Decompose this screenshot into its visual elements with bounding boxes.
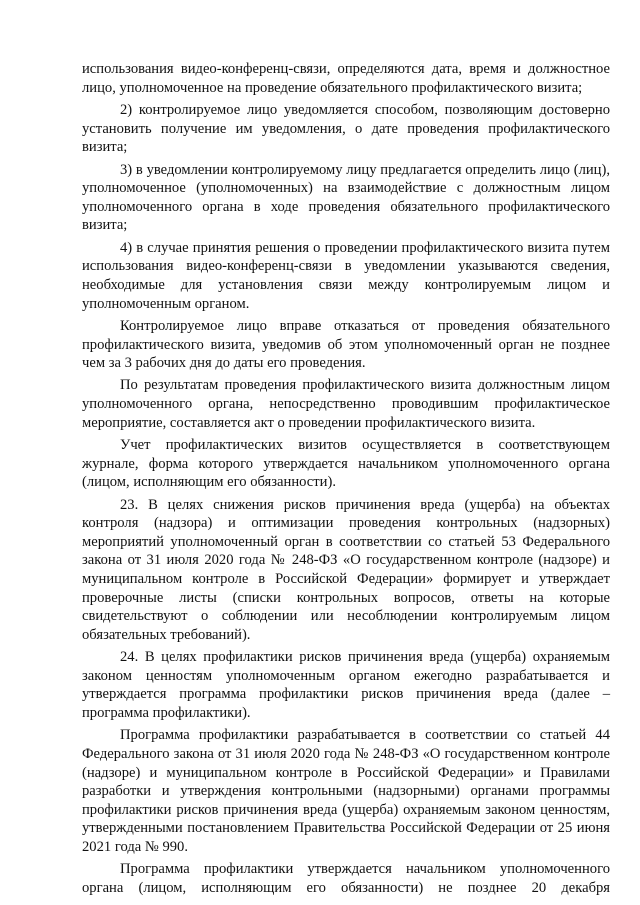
- paragraph-item-2-notification: 2) контролируемое лицо уведомляется способом, позволяющим достоверно установить получение им уведомления, о дате проведения профилактического визита;: [82, 101, 610, 156]
- document-page: [82, 60, 610, 901]
- paragraph-program-approval: Программа профилактики утверждается начальником уполномоченного органа (лицом, исполняющим его обязанности) не позднее 20 декабря: [82, 861, 610, 896]
- paragraph-refusal-right: Контролируемое лицо вправе отказаться от проведения обязательного профилактического визита, уведомив об этом уполномоченный орган не позднее чем за 3 рабочих дня до даты его проведения.: [82, 317, 610, 372]
- paragraph-item-4-video-link: 4) в случае принятия решения о проведении профилактического визита путем использования видео-конференц-связи в уведомлении указываются сведения, необходимые для установления связи между контролируемым лицом и уполномоченным органом.: [82, 239, 610, 312]
- paragraph-item-24-prevention-program: 24. В целях профилактики рисков причинения вреда (ущерба) охраняемым законом ценностям уполномоченным органом ежегодно разрабатывается и утверждается программа профилактики рисков причинения вреда (далее – программа профилактики).: [82, 649, 610, 721]
- paragraph-visit-journal: Учет профилактических визитов осуществляется в соответствующем журнале, форма которого утверждается начальником уполномоченного органа (лицом, исполняющим его обязанности).: [82, 437, 610, 491]
- paragraph-item-3-representative: 3) в уведомлении контролируемому лицу предлагается определить лицо (лиц), уполномоченное (уполномоченных) на взаимодействие с должностным лицом уполномоченного органа в ходе проведения обязательного профилактического визита;: [82, 161, 610, 234]
- paragraph-videoconference-continuation: использования видео-конференц-связи, определяются дата, время и должностное лицо, уполномоченное на проведение обязательного профилактического визита;: [82, 61, 610, 96]
- paragraph-program-development: Программа профилактики разрабатывается в соответствии со статьей 44 Федерального закона от 31 июля 2020 года № 248-ФЗ «О государственном контроле (надзоре) и муниципальном контроле в Российской Федерации» и Правилами разработки и утверждения контрольными (надзорными) органами программы профилактики рисков причинения вреда (ущерба) охраняемым законом ценностям, утвержденными постановлением Правительства Российской Федерации от 25 июня 2021 года № 990.: [82, 727, 610, 855]
- paragraph-item-23-checklists: 23. В целях снижения рисков причинения вреда (ущерба) на объектах контроля (надзора) и оптимизации проведения контрольных (надзорных) мероприятий уполномоченный орган в соответствии со статьей 53 Федерального закона от 31 июля 2020 года № 248-ФЗ «О государственном контроле (надзоре) и муниципальном контроле в Российской Федерации» формирует и утверждает проверочные листы (списки контрольных вопросов, ответы на которые свидетельствуют о соблюдении или несоблюдении контролируемым лицом обязательных требований).: [82, 496, 610, 643]
- paragraph-visit-act: По результатам проведения профилактического визита должностным лицом уполномоченного органа, непосредственно проводившим профилактическое мероприятие, составляется акт о проведении профилактического визита.: [82, 377, 610, 431]
